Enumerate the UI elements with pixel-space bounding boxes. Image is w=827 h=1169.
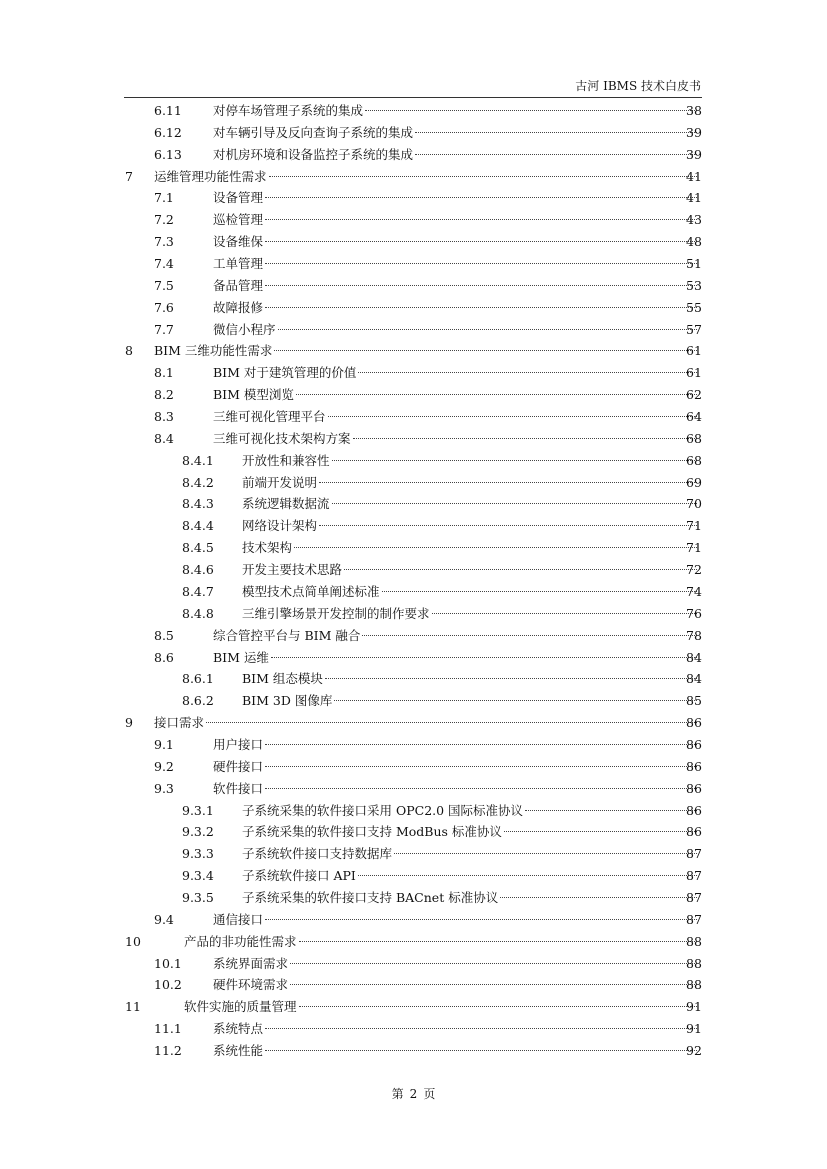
toc-entry-title: 硬件环境需求 — [213, 977, 289, 993]
toc-entry-title: 对车辆引导及反向查询子系统的集成 — [213, 124, 414, 140]
toc-entry-title: BIM 运维 — [213, 649, 269, 665]
toc-entry-number: 7.2 — [154, 212, 174, 228]
toc-entry-title: 模型技术点简单阐述标准 — [242, 583, 380, 599]
toc-entry-page: 88 — [686, 977, 702, 993]
toc-entry-page: 71 — [686, 540, 702, 556]
toc-entry[interactable] — [0, 100, 827, 122]
toc-entry-page: 72 — [686, 562, 702, 578]
toc-entry-page: 86 — [686, 824, 702, 840]
footer-prefix: 第 — [391, 1087, 404, 1101]
toc-dot-leader — [265, 788, 697, 789]
toc-entry[interactable] — [0, 931, 827, 953]
toc-dot-leader — [271, 657, 697, 658]
toc-entry-title: 三维引擎场景开发控制的制作要求 — [242, 605, 430, 621]
toc-dot-leader — [358, 875, 697, 876]
toc-dot-leader — [332, 460, 697, 461]
toc-entry[interactable] — [0, 778, 827, 800]
toc-entry[interactable] — [0, 144, 827, 166]
toc-entry-page: 87 — [686, 846, 702, 862]
toc-entry-number: 10 — [125, 933, 141, 949]
footer-suffix: 页 — [423, 1087, 436, 1101]
toc-entry-number: 11 — [125, 999, 141, 1015]
toc-entry[interactable] — [0, 603, 827, 625]
toc-entry[interactable] — [0, 712, 827, 734]
toc-entry-title: 巡检管理 — [213, 212, 264, 228]
toc-entry-title: 设备维保 — [213, 234, 264, 250]
toc-entry[interactable] — [0, 843, 827, 865]
toc-dot-leader — [353, 438, 697, 439]
toc-entry[interactable] — [0, 668, 827, 690]
toc-entry-number: 8.4.8 — [182, 605, 214, 621]
toc-entry[interactable] — [0, 537, 827, 559]
toc-entry-number: 8.4.1 — [182, 452, 214, 468]
toc-dot-leader — [432, 613, 697, 614]
toc-entry[interactable] — [0, 800, 827, 822]
toc-dot-leader — [325, 678, 697, 679]
toc-entry[interactable] — [0, 953, 827, 975]
toc-dot-leader — [382, 591, 697, 592]
toc-dot-leader — [319, 482, 697, 483]
toc-entry-page: 85 — [686, 693, 702, 709]
toc-entry-page: 84 — [686, 649, 702, 665]
toc-entry-number: 8.5 — [154, 627, 174, 643]
toc-dot-leader — [206, 722, 697, 723]
toc-entry-number: 7.1 — [154, 190, 174, 206]
toc-entry[interactable] — [0, 1018, 827, 1040]
toc-entry[interactable] — [0, 253, 827, 275]
toc-dot-leader — [415, 154, 697, 155]
toc-entry-title: BIM 组态模块 — [242, 671, 323, 687]
toc-entry[interactable] — [0, 647, 827, 669]
toc-entry-title: 系统性能 — [213, 1042, 264, 1058]
toc-entry-page: 84 — [686, 671, 702, 687]
toc-dot-leader — [265, 1028, 697, 1029]
toc-entry-title: 网络设计架构 — [242, 518, 318, 534]
toc-entry-number: 8 — [125, 343, 133, 359]
toc-entry[interactable] — [0, 974, 827, 996]
toc-entry[interactable] — [0, 319, 827, 341]
toc-entry-number: 8.4.2 — [182, 474, 214, 490]
toc-entry-title: BIM 3D 图像库 — [242, 693, 333, 709]
toc-entry-number: 8.4.4 — [182, 518, 214, 534]
toc-dot-leader — [265, 744, 697, 745]
toc-entry-title: 备品管理 — [213, 277, 264, 293]
toc-entry-page: 48 — [686, 234, 702, 250]
toc-entry-title: BIM 对于建筑管理的价值 — [213, 365, 357, 381]
toc-entry-title: 系统特点 — [213, 1021, 264, 1037]
toc-entry[interactable] — [0, 472, 827, 494]
toc-entry-title: 前端开发说明 — [242, 474, 318, 490]
toc-entry-title: 子系统软件接口 API — [242, 868, 356, 884]
toc-entry[interactable] — [0, 559, 827, 581]
toc-dot-leader — [290, 963, 697, 964]
toc-entry-page: 70 — [686, 496, 702, 512]
toc-entry[interactable] — [0, 1040, 827, 1062]
toc-entry-number: 9.3.1 — [182, 802, 214, 818]
toc-entry-number: 8.4 — [154, 430, 174, 446]
toc-entry-page: 91 — [686, 999, 702, 1015]
toc-entry-page: 86 — [686, 802, 702, 818]
toc-entry-page: 78 — [686, 627, 702, 643]
toc-entry-number: 8.2 — [154, 387, 174, 403]
toc-entry[interactable] — [0, 122, 827, 144]
toc-dot-leader — [365, 110, 697, 111]
toc-entry-page: 91 — [686, 1021, 702, 1037]
toc-entry[interactable] — [0, 909, 827, 931]
toc-entry-number: 9.3.5 — [182, 889, 214, 905]
toc-entry-page: 39 — [686, 124, 702, 140]
toc-dot-leader — [265, 241, 697, 242]
toc-entry-page: 64 — [686, 409, 702, 425]
toc-entry-number: 11.2 — [154, 1042, 182, 1058]
toc-dot-leader — [334, 700, 697, 701]
toc-entry-title: 产品的非功能性需求 — [184, 933, 297, 949]
toc-entry-page: 74 — [686, 583, 702, 599]
toc-dot-leader — [265, 919, 697, 920]
toc-dot-leader — [525, 810, 697, 811]
toc-dot-leader — [274, 350, 697, 351]
toc-entry[interactable] — [0, 821, 827, 843]
toc-entry-page: 39 — [686, 146, 702, 162]
toc-entry-number: 7.4 — [154, 256, 174, 272]
toc-dot-leader — [344, 569, 697, 570]
toc-entry-title: 子系统采集的软件接口支持 BACnet 标准协议 — [242, 889, 499, 905]
toc-entry-page: 87 — [686, 889, 702, 905]
toc-entry-number: 9.1 — [154, 736, 174, 752]
toc-entry-number: 7.6 — [154, 299, 174, 315]
toc-dot-leader — [299, 1006, 697, 1007]
toc-entry[interactable] — [0, 406, 827, 428]
toc-entry-page: 55 — [686, 299, 702, 315]
toc-entry-number: 7.3 — [154, 234, 174, 250]
toc-entry-page: 88 — [686, 933, 702, 949]
toc-entry-page: 68 — [686, 452, 702, 468]
toc-entry-title: BIM 三维功能性需求 — [154, 343, 273, 359]
toc-entry-title: 综合管控平台与 BIM 融合 — [213, 627, 361, 643]
toc-entry-page: 86 — [686, 736, 702, 752]
toc-entry[interactable] — [0, 384, 827, 406]
toc-entry-title: 子系统采集的软件接口采用 OPC2.0 国际标准协议 — [242, 802, 524, 818]
toc-entry-page: 57 — [686, 321, 702, 337]
toc-entry-title: 开放性和兼容性 — [242, 452, 330, 468]
toc-dot-leader — [332, 503, 697, 504]
toc-dot-leader — [500, 897, 697, 898]
toc-entry-page: 86 — [686, 780, 702, 796]
toc-dot-leader — [265, 1050, 697, 1051]
toc-entry-number: 9.3.2 — [182, 824, 214, 840]
toc-entry[interactable] — [0, 690, 827, 712]
toc-entry-page: 88 — [686, 955, 702, 971]
toc-entry[interactable] — [0, 996, 827, 1018]
toc-dot-leader — [358, 372, 697, 373]
toc-dot-leader — [328, 416, 697, 417]
toc-dot-leader — [265, 263, 697, 264]
toc-entry-number: 8.4.5 — [182, 540, 214, 556]
toc-entry-page: 41 — [686, 190, 702, 206]
toc-entry-title: 系统界面需求 — [213, 955, 289, 971]
toc-dot-leader — [415, 132, 697, 133]
toc-entry-number: 8.6 — [154, 649, 174, 665]
toc-entry-number: 7 — [125, 168, 133, 184]
toc-dot-leader — [296, 394, 697, 395]
toc-entry-number: 10.1 — [154, 955, 182, 971]
toc-entry-title: 硬件接口 — [213, 758, 264, 774]
toc-entry-number: 6.12 — [154, 124, 182, 140]
toc-entry[interactable] — [0, 625, 827, 647]
toc-entry-title: 对停车场管理子系统的集成 — [213, 103, 364, 118]
toc-dot-leader — [269, 176, 697, 177]
toc-entry[interactable] — [0, 166, 827, 188]
running-header-title: 古河 IBMS 技术白皮书 — [575, 79, 701, 93]
footer-page-number: 2 — [409, 1087, 418, 1101]
toc-entry-page: 76 — [686, 605, 702, 621]
toc-entry-number: 8.1 — [154, 365, 174, 381]
toc-entry-title: 工单管理 — [213, 256, 264, 272]
toc-entry-title: 开发主要技术思路 — [242, 562, 343, 578]
toc-entry-number: 9.3.3 — [182, 846, 214, 862]
toc-dot-leader — [265, 766, 697, 767]
toc-entry-page: 61 — [686, 343, 702, 359]
toc-entry-title: 用户接口 — [213, 736, 264, 752]
toc-entry-number: 9.2 — [154, 758, 174, 774]
toc-entry-title: 三维可视化管理平台 — [213, 409, 326, 425]
toc-entry-page: 41 — [686, 168, 702, 184]
toc-entry[interactable] — [0, 756, 827, 778]
toc-entry-page: 53 — [686, 277, 702, 293]
toc-entry-title: BIM 模型浏览 — [213, 387, 294, 403]
toc-entry[interactable] — [0, 493, 827, 515]
toc-entry-number: 9.3 — [154, 780, 174, 796]
toc-entry-title: 子系统软件接口支持数据库 — [242, 846, 393, 862]
toc-entry-page: 86 — [686, 715, 702, 731]
toc-entry-number: 8.4.6 — [182, 562, 214, 578]
toc-entry-page: 86 — [686, 758, 702, 774]
toc-entry-number: 8.3 — [154, 409, 174, 425]
toc-dot-leader — [290, 984, 697, 985]
toc-entry-number: 10.2 — [154, 977, 182, 993]
toc-dot-leader — [278, 329, 697, 330]
toc-entry-title: 三维可视化技术架构方案 — [213, 430, 351, 446]
toc-entry[interactable] — [0, 275, 827, 297]
toc-entry-page: 51 — [686, 256, 702, 272]
toc-entry-title: 系统逻辑数据流 — [242, 496, 330, 512]
toc-entry-number: 9.3.4 — [182, 868, 214, 884]
toc-dot-leader — [299, 941, 697, 942]
toc-entry-title: 软件接口 — [213, 780, 264, 796]
toc-entry-title: 技术架构 — [242, 540, 293, 556]
toc-entry[interactable] — [0, 450, 827, 472]
toc-entry[interactable] — [0, 297, 827, 319]
toc-entry-page: 43 — [686, 212, 702, 228]
toc-entry[interactable] — [0, 581, 827, 603]
toc-entry[interactable] — [0, 340, 827, 362]
toc-entry-page: 68 — [686, 430, 702, 446]
toc-entry-title: 子系统采集的软件接口支持 ModBus 标准协议 — [242, 824, 502, 840]
toc-entry[interactable] — [0, 428, 827, 450]
toc-entry[interactable] — [0, 515, 827, 537]
toc-entry[interactable] — [0, 187, 827, 209]
toc-entry-title: 通信接口 — [213, 911, 264, 927]
toc-entry-page: 62 — [686, 387, 702, 403]
toc-entry-number: 8.4.7 — [182, 583, 214, 599]
toc-entry-page: 38 — [686, 103, 702, 118]
toc-entry-page: 61 — [686, 365, 702, 381]
page-footer — [0, 1085, 827, 1102]
toc-entry[interactable] — [0, 209, 827, 231]
toc-dot-leader — [319, 525, 697, 526]
toc-entry[interactable] — [0, 865, 827, 887]
toc-entry-number: 6.13 — [154, 146, 182, 162]
toc-entry[interactable] — [0, 231, 827, 253]
toc-dot-leader — [265, 285, 697, 286]
toc-entry-number: 8.6.1 — [182, 671, 214, 687]
toc-entry[interactable] — [0, 734, 827, 756]
toc-dot-leader — [504, 831, 697, 832]
toc-dot-leader — [265, 219, 697, 220]
toc-entry[interactable] — [0, 887, 827, 909]
toc-dot-leader — [362, 635, 697, 636]
toc-entry-number: 9 — [125, 715, 133, 731]
toc-entry-number: 7.5 — [154, 277, 174, 293]
toc-entry-page: 69 — [686, 474, 702, 490]
toc-entry-number: 6.11 — [154, 103, 182, 118]
toc-entry[interactable] — [0, 362, 827, 384]
toc-entry-page: 87 — [686, 911, 702, 927]
toc-dot-leader — [294, 547, 697, 548]
toc-entry-title: 运维管理功能性需求 — [154, 168, 267, 184]
toc-entry-number: 7.7 — [154, 321, 174, 337]
toc-entry-title: 软件实施的质量管理 — [184, 999, 297, 1015]
toc-entry-title: 对机房环境和设备监控子系统的集成 — [213, 146, 414, 162]
toc-dot-leader — [265, 307, 697, 308]
toc-entry-title: 设备管理 — [213, 190, 264, 206]
toc-entry-page: 92 — [686, 1042, 702, 1058]
toc-entry-page: 71 — [686, 518, 702, 534]
toc-entry-title: 微信小程序 — [213, 321, 276, 337]
toc-entry-number: 11.1 — [154, 1021, 182, 1037]
toc-entry-number: 8.4.3 — [182, 496, 214, 512]
toc-entry-number: 8.6.2 — [182, 693, 214, 709]
toc-dot-leader — [265, 197, 697, 198]
toc-entry-title: 故障报修 — [213, 299, 264, 315]
toc-dot-leader — [394, 853, 697, 854]
toc-entry-page: 87 — [686, 868, 702, 884]
toc-entry-number: 9.4 — [154, 911, 174, 927]
toc-entry-title: 接口需求 — [154, 715, 205, 731]
header-rule — [124, 97, 702, 98]
